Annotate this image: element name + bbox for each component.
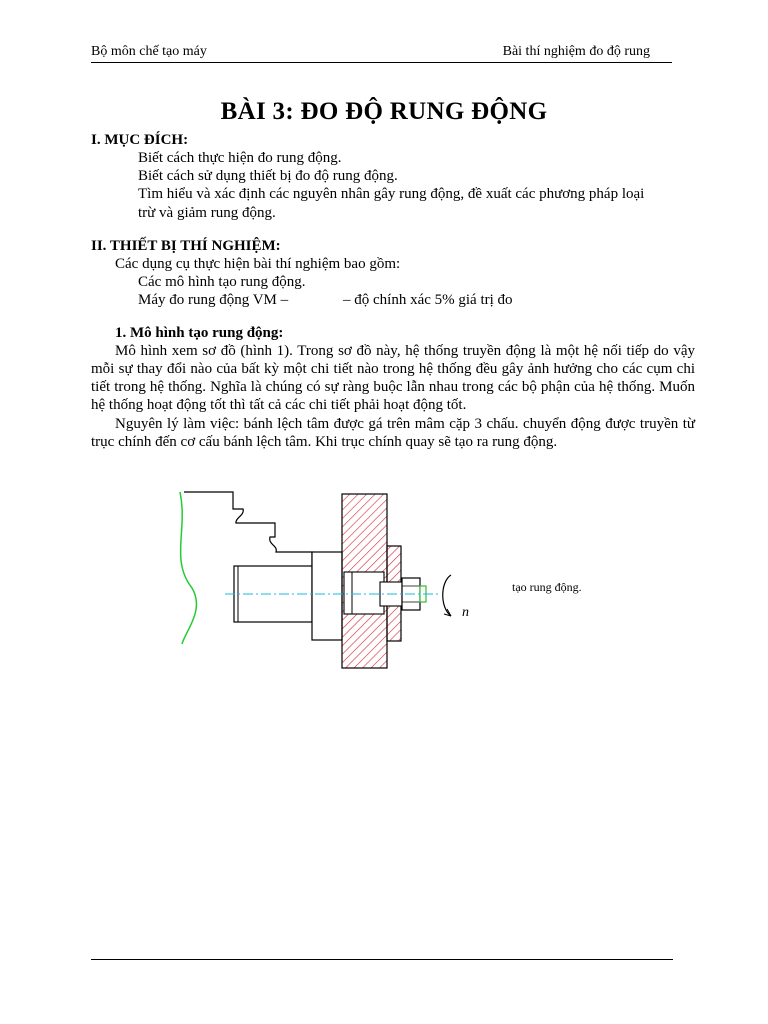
- equipment-intro: Các dụng cụ thực hiện bài thí nghiệm bao gồm:: [115, 256, 401, 272]
- equipment-item-1: Các mô hình tạo rung động.: [138, 274, 306, 290]
- purpose-line-1: Biết cách thực hiện đo rung động.: [138, 150, 342, 166]
- model-subheading: 1. Mô hình tạo rung động:: [115, 325, 284, 341]
- eccentric-shaft: [344, 572, 384, 614]
- model-paragraph-2: Nguyên lý làm việc: bánh lệch tâm được gá trên mâm cặp 3 chấu. chuyển động được truyền từ trục chính đến cơ cấu bánh lệch tâm. Khi trục chính quay sẽ tạo ra rung động.: [91, 416, 695, 450]
- figure-caption-right: tạo rung động.: [512, 580, 582, 594]
- purpose-line-3: Tìm hiểu và xác định các nguyên nhân gây rung động, đề xuất các phương pháp loại: [138, 186, 645, 202]
- header-department: Bộ môn chế tạo máy: [91, 44, 207, 59]
- page-title: BÀI 3: ĐO ĐỘ RUNG ĐỘNG: [220, 98, 548, 125]
- rotation-label: n: [462, 605, 469, 620]
- section-equipment-heading: II. THIẾT BỊ THÍ NGHIỆM:: [91, 238, 281, 254]
- rotation-arrow: [443, 575, 451, 616]
- header-lab-title: Bài thí nghiệm đo độ rung: [502, 44, 650, 59]
- chuck-hub: [312, 552, 342, 640]
- purpose-line-2: Biết cách sử dụng thiết bị đo độ rung động.: [138, 168, 398, 184]
- spindle-break-contour: [180, 492, 196, 644]
- vibration-model-diagram: [0, 470, 768, 680]
- equipment-item-2-accuracy: – độ chính xác 5% giá trị đo: [343, 292, 513, 308]
- equipment-item-2-name: Máy đo rung động VM –: [138, 292, 289, 308]
- footer-rule: [91, 959, 673, 960]
- purpose-line-4: trừ và giảm rung động.: [138, 205, 276, 221]
- section-purpose-heading: I. MỤC ĐÍCH:: [91, 132, 189, 148]
- page-header: [91, 44, 672, 63]
- model-paragraph-1: Mô hình xem sơ đồ (hình 1). Trong sơ đồ này, hệ thống truyền động là một hệ nối tiếp do vậy mỗi sự thay đổi nào của bất kỳ một chi tiết nào trong hệ thống đều gây ảnh hưởng cho các cụm chi tiết trong hệ thống. Nghĩa là chúng có sự ràng buộc lẫn nhau trong các bộ phận của hệ thống. Muốn hệ thống hoạt động tốt thì tất cả các chi tiết phải hoạt động tốt.: [91, 343, 695, 413]
